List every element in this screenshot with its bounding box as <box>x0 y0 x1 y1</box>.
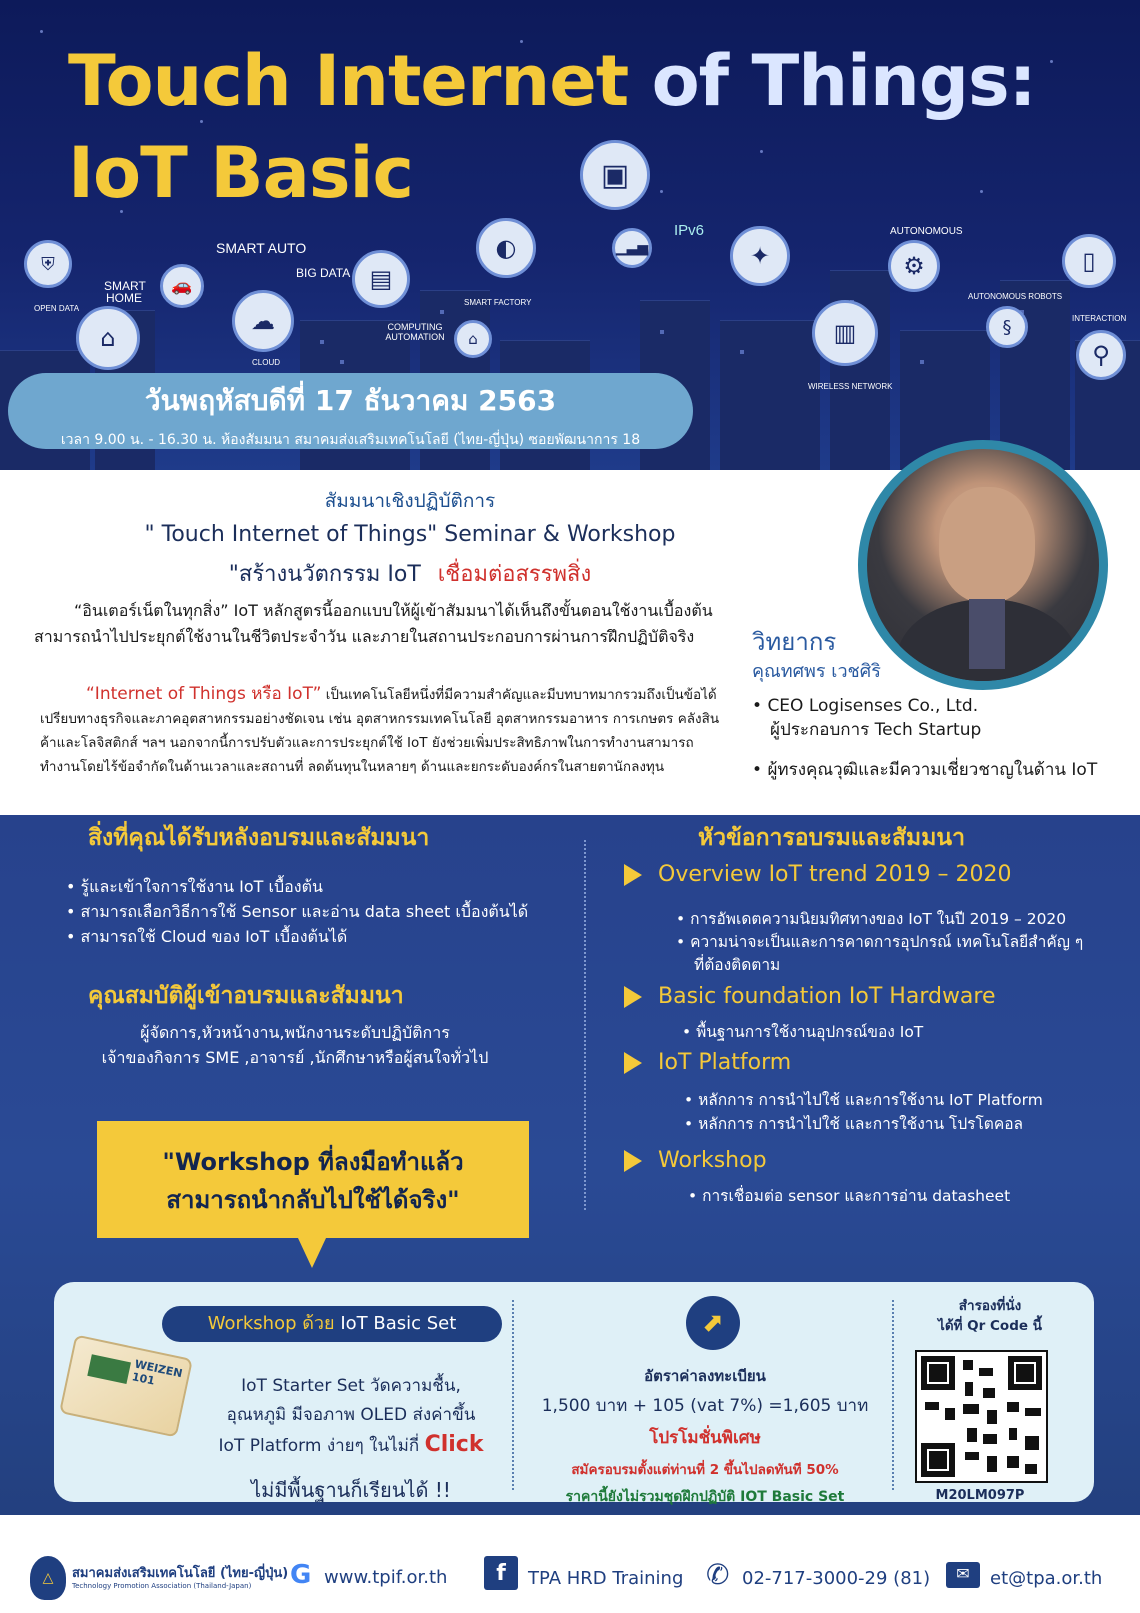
title-part2: of Things: <box>651 40 1036 122</box>
list-item: • ความน่าจะเป็นและการคาดการอุปกรณ์ เทคโนโลยีสำคัญ ๆ <box>676 933 1084 951</box>
date-banner <box>8 373 693 449</box>
kit-line: IoT Starter Set วัดความชื้น, <box>241 1376 461 1396</box>
topic-4-list <box>688 1184 1010 1209</box>
page-subtitle: IoT Basic <box>68 132 413 214</box>
tag-ipv6: IPv6 <box>674 222 705 239</box>
tag-big-data: BIG DATA <box>296 266 351 280</box>
speaker-bullet-1: • CEO Logisenses Co., Ltd. ผู้ประกอบการ Tech Startup <box>752 696 982 740</box>
iot-lead: “Internet of Things หรือ IoT” <box>86 684 322 704</box>
list-item: • พื้นฐานการใช้งานอุปกรณ์ของ IoT <box>682 1023 924 1041</box>
kit-description <box>196 1372 506 1461</box>
tag-smart-auto: SMART AUTO <box>216 240 307 256</box>
shield-icon: ⛨ <box>24 240 72 288</box>
panel-divider <box>892 1300 894 1490</box>
speaker-role-2: ผู้ประกอบการ Tech Startup <box>770 720 982 740</box>
callout-line-2: สามารถนำกลับไปใช้ได้จริง" <box>166 1186 460 1214</box>
click-text[interactable]: Click <box>424 1432 484 1457</box>
tag-interaction: INTERACTION <box>1072 314 1127 323</box>
heading-part-b: เชื่อมต่อสรรพสิ่ง <box>437 562 592 587</box>
topic-title: Workshop <box>658 1148 767 1173</box>
phone-icon: ✆ <box>706 1558 730 1591</box>
qr-caption-line: สำรองที่นั่ง <box>958 1298 1022 1314</box>
speaker-name: คุณทศพร เวชศิริ <box>752 661 881 682</box>
speaker-role: CEO Logisenses Co., Ltd. <box>767 696 979 716</box>
section-divider <box>584 840 586 1210</box>
car-icon: 🚗 <box>160 264 204 308</box>
benefits-list <box>66 874 528 949</box>
org-name-en: Technology Promotion Association (Thailand-Japan) <box>72 1582 252 1590</box>
iot-body: เป็นเทคโนโลยีหนึ่งที่มีความสำคัญและมีบทบาทมากรวมถึงเป็นข้อได้เปรียบทางธุรกิจและภาคอุตสาหกรรมอย่างชัดเจน เช่น อุตสาหกรรมเทคโนโลยี อุตสาหกรรมอาหาร การเกษตร คลังสินค้าและโลจิสติกส์ ฯลฯ นอกจากนี้การปรับตัวและการประยุกต์ใช้ IoT ยังช่วยเพิ่มประสิทธิภาพในการทำงานสามารถทำงานโดยไร้ข้อจำกัดในด้านเวลาและสถานที่ ลดต้นทุนในหลายๆ ด้านและยกระดับองค์กรในสายตานักลงทุน <box>40 687 720 775</box>
robot-icon: § <box>986 306 1028 348</box>
event-time-venue: เวลา 9.00 น. - 16.30 น. ห้องสัมมนา สมาคมส่งเสริมเทคโนโลยี (ไทย-ญี่ปุ่น) ซอยพัฒนาการ 18 <box>60 432 641 448</box>
kit-badge-a: Workshop ด้วย <box>207 1313 335 1334</box>
list-item: • หลักการ การนำไปใช้ และการใช้งาน โปรโตคอล <box>684 1115 1024 1133</box>
speaker-photo <box>858 440 1108 690</box>
kit-badge-b: IoT Basic Set <box>340 1313 457 1334</box>
tag-autonomous: AUTONOMOUS <box>890 226 963 237</box>
seminar-heading-th <box>40 556 780 591</box>
intro-paragraph-1: “อินเตอร์เน็ตในทุกสิ่ง” IoT หลักสูตรนี้ออกแบบให้ผู้เข้าสัมมนาได้เห็นถึงขั้นตอนใช้งานเบื้องต้นสามารถนำไปประยุกต์ใช้งานในชีวิตประจำวัน และภายในสถานประกอบการผ่านการฝึกปฏิบัติจริง <box>34 601 713 646</box>
title-part1: Touch Internet <box>68 40 629 122</box>
qr-code-id: M20LM097P <box>935 1488 1025 1503</box>
seminar-kicker: สัมมนาเชิงปฏิบัติการ <box>324 490 496 512</box>
topic-3 <box>624 1050 791 1075</box>
google-icon: G <box>290 1560 312 1590</box>
fee-price: 1,500 บาท + 105 (vat 7%) =1,605 บาท <box>541 1396 869 1416</box>
list-item: • สามารถเลือกวิธีการใช้ Sensor และอ่าน data sheet เบื้องต้นได้ <box>66 902 529 921</box>
building-icon: ▥ <box>812 300 878 366</box>
smartphone-icon: ▯ <box>1062 234 1116 288</box>
topic-2-list <box>682 1020 923 1045</box>
speaker-bullet-2: • ผู้ทรงคุณวุฒิและมีความเชี่ยวชาญในด้าน IoT <box>752 760 1098 780</box>
promo-label: โปรโมชั่นพิเศษ <box>649 1428 761 1448</box>
camera-icon: ◐ <box>476 218 536 278</box>
chip-icon: ▣ <box>580 140 650 210</box>
triangle-icon <box>624 864 642 886</box>
qualifications-heading: คุณสมบัติผู้เข้าอบรมและสัมมนา <box>88 983 404 1009</box>
event-date: วันพฤหัสบดีที่ 17 ธันวาคม 2563 <box>144 384 557 417</box>
heading-part-a: "สร้างนวัตกรรม IoT <box>228 562 421 587</box>
kit-line: IoT Platform ง่ายๆ ในไม่กี่ Click <box>218 1432 484 1457</box>
seminar-heading: " Touch Internet of Things" Seminar & Workshop <box>144 522 676 547</box>
antenna-icon: ⚲ <box>1076 330 1126 380</box>
topic-title: Overview IoT trend 2019 – 2020 <box>658 862 1012 887</box>
signal-icon: ▁▃▅ <box>612 228 652 268</box>
tag-wireless-network: WIRELESS NETWORK <box>808 382 893 391</box>
growth-chart-icon: ⬈ <box>686 1296 740 1350</box>
promo-detail: สมัครอบรมตั้งแต่ท่านที่ 2 ขึ้นไปลดทันที 50% <box>571 1462 839 1478</box>
fee-note: ราคานี้ยังไม่รวมชุดฝึกปฏิบัติ IOT Basic Set <box>565 1489 845 1505</box>
tag-cloud: CLOUD <box>252 358 281 367</box>
qualification-line: ผู้จัดการ,หัวหน้างาน,พนักงานระดับปฏิบัติการ <box>140 1023 450 1042</box>
cloud-icon: ☁ <box>232 290 294 352</box>
tpa-logo-icon: △ <box>30 1556 66 1600</box>
topic-3-list <box>684 1088 1043 1136</box>
list-item: • สามารถใช้ Cloud ของ IoT เบื้องต้นได้ <box>66 927 348 946</box>
qr-code[interactable] <box>915 1350 1048 1483</box>
tag-open-data: OPEN DATA <box>34 304 80 313</box>
panel-divider <box>512 1300 514 1490</box>
email-link[interactable]: et@tpa.or.th <box>990 1568 1103 1589</box>
list-item: ที่ต้องติดตาม <box>694 956 781 974</box>
facebook-icon: f <box>484 1556 518 1590</box>
benefits-heading: สิ่งที่คุณได้รับหลังอบรมและสัมมนา <box>88 825 430 851</box>
server-icon: ▤ <box>352 250 410 308</box>
topic-4 <box>624 1148 767 1173</box>
topic-1 <box>624 862 1012 887</box>
website-link[interactable]: www.tpif.or.th <box>324 1567 448 1588</box>
kit-tagline: ไม่มีพื้นฐานก็เรียนได้ !! <box>251 1478 451 1502</box>
mail-icon: ✉ <box>946 1562 980 1588</box>
kit-box-brand: WEIZEN 101 <box>130 1357 184 1388</box>
triangle-icon <box>624 986 642 1008</box>
triangle-icon <box>624 1150 642 1172</box>
list-item: • รู้และเข้าใจการใช้งาน IoT เบื้องต้น <box>66 877 323 896</box>
qr-caption-line: ได้ที่ Qr Code นี้ <box>938 1318 1042 1334</box>
intro-paragraph-2 <box>40 682 730 779</box>
tag-autonomous-robots: AUTONOMOUS ROBOTS <box>968 292 1063 301</box>
tag-smart-factory: SMART FACTORY <box>464 298 532 307</box>
speaker-expertise: ผู้ทรงคุณวุฒิและมีความเชี่ยวชาญในด้าน IoT <box>767 760 1098 780</box>
list-item: • การอัพเดตความนิยมทิศทางของ IoT ในปี 2019 – 2020 <box>676 910 1067 928</box>
qr-caption <box>900 1296 1080 1336</box>
kit-badge <box>162 1306 502 1342</box>
phone-number[interactable]: 02-717-3000-29 (81) <box>742 1568 931 1589</box>
qualifications-text <box>60 1020 530 1070</box>
home-icon: ⌂ <box>76 306 140 370</box>
fee-label: อัตราค่าลงทะเบียน <box>644 1367 766 1385</box>
page-title <box>68 40 1036 122</box>
qualification-line: เจ้าของกิจการ SME ,อาจารย์ ,นักศึกษาหรือผู้สนใจทั่วไป <box>101 1048 489 1067</box>
topic-title: Basic foundation IoT Hardware <box>658 984 996 1009</box>
tag-computing-automation: COMPUTING AUTOMATION <box>385 322 445 342</box>
triangle-icon <box>624 1052 642 1074</box>
tag-smart-home: SMART HOME <box>104 279 146 305</box>
speaker-label: วิทยากร <box>752 628 837 656</box>
topic-title: IoT Platform <box>658 1050 792 1075</box>
facebook-link[interactable]: TPA HRD Training <box>528 1568 684 1589</box>
workshop-callout <box>97 1121 529 1238</box>
callout-line-1: "Workshop ที่ลงมือทำแล้ว <box>162 1148 464 1176</box>
satellite-icon: ✦ <box>730 226 790 286</box>
factory-icon: ⌂ <box>454 320 492 358</box>
list-item: • หลักการ การนำไปใช้ และการใช้งาน IoT Platform <box>684 1091 1043 1109</box>
topic-2 <box>624 984 996 1009</box>
gears-icon: ⚙ <box>888 240 940 292</box>
callout-pointer <box>298 1238 326 1268</box>
list-item: • การเชื่อมต่อ sensor และการอ่าน datasheet <box>688 1187 1011 1205</box>
topic-1-list <box>676 908 1083 977</box>
topics-heading: หัวข้อการอบรมและสัมมนา <box>698 825 966 851</box>
kit-line: อุณหภูมิ มีจอภาพ OLED ส่งค่าขึ้น <box>226 1405 476 1425</box>
org-name-th: สมาคมส่งเสริมเทคโนโลยี (ไทย-ญี่ปุ่น) <box>72 1566 289 1581</box>
